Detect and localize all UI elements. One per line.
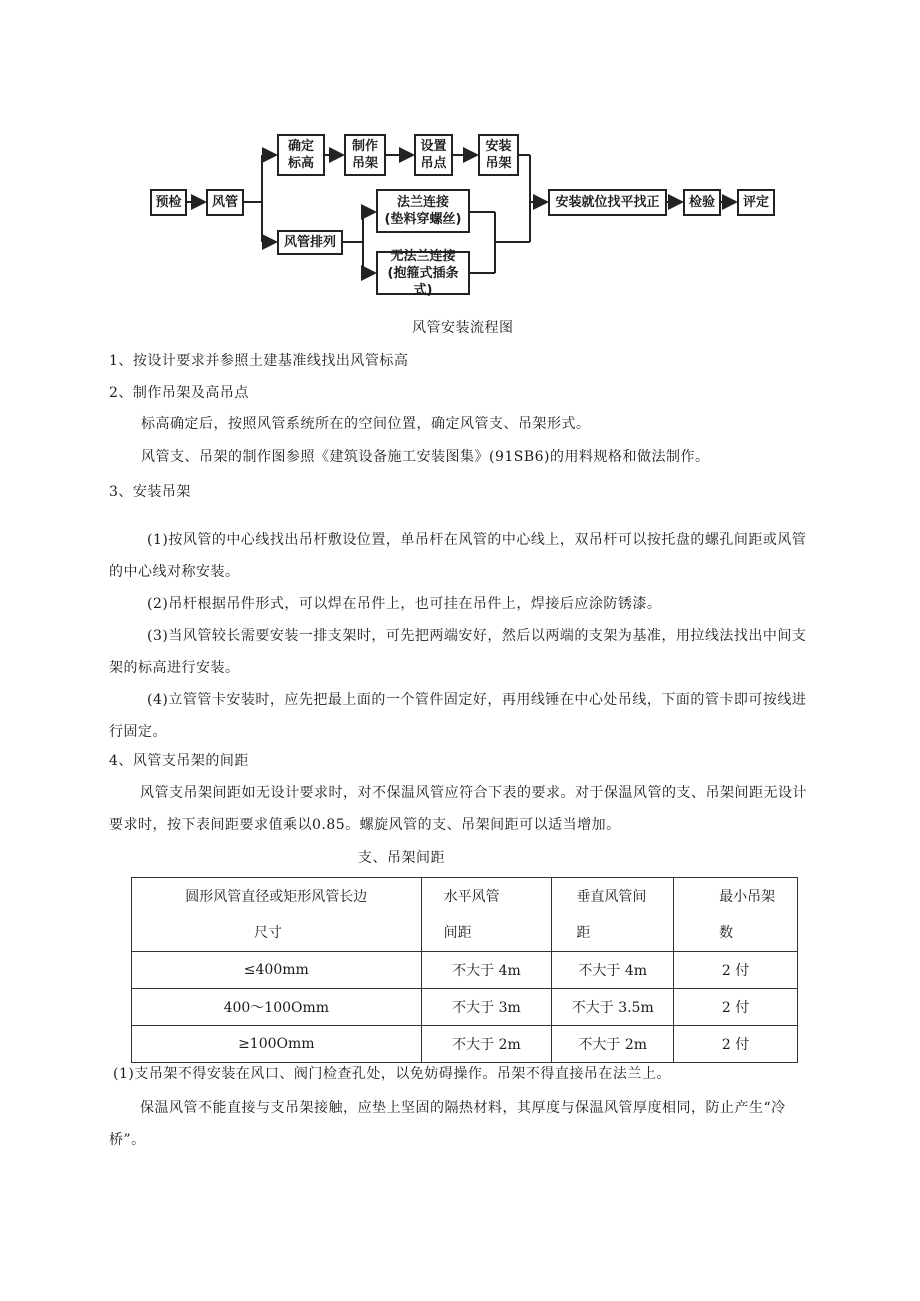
table-cell: 不大于 3.5m (552, 989, 674, 1026)
section-1-heading: 1、按设计要求并参照土建基准线找出风管标高 (109, 353, 409, 369)
section-2-heading: 2、制作吊架及高吊点 (109, 385, 249, 401)
section-2-paragraph-2: 风管支、吊架的制作图参照《建筑设备施工安装图集》(91SB6)的用料规格和做法制作。 (141, 449, 710, 465)
header-line: 距 (576, 924, 591, 941)
table-cell: 2 付 (674, 952, 798, 989)
header-line: 最小吊架 (719, 888, 776, 905)
flow-node-label-line: 确定 (287, 139, 314, 154)
flow-node-label-line: 法兰连接 (396, 195, 449, 210)
flow-node-label-line: 吊架 (485, 156, 512, 171)
flow-node-evaluate-label: 评定 (742, 195, 769, 210)
table-cell: 不大于 2m (552, 1026, 674, 1063)
table-header-cell (552, 878, 674, 952)
flow-node-confirm-elevation (277, 134, 325, 176)
flow-node-evaluate (737, 189, 775, 216)
section-3-item-3: (3)当风管较长需要安装一排支架时，可先把两端安好，然后以两端的支架为基准，用拉线法找出中间支架的标高进行安装。 (109, 628, 807, 676)
section-2-paragraph-1: 标高确定后，按照风管系统所在的空间位置，确定风管支、吊架形式。 (141, 416, 591, 432)
note-2: 保温风管不能直接与支吊架接触，应垫上坚固的隔热材料，其厚度与保温风管厚度相同，防止产生“冷桥”。 (109, 1100, 786, 1148)
table-header-cell (421, 878, 552, 952)
header-line: 数 (719, 924, 734, 941)
table-header-cell (674, 878, 798, 952)
table-cell: ≤400mm (132, 952, 422, 989)
flow-node-precheck-label: 预检 (155, 195, 182, 210)
section-3-item-1: (1)按风管的中心线找出吊杆敷设位置，单吊杆在风管的中心线上，双吊杆可以按托盘的螺孔间距或风管的中心线对称安装。 (109, 532, 807, 580)
flow-node-flange-connection (376, 189, 470, 233)
header-line: 水平风管 (443, 888, 500, 905)
flow-node-label-line: 吊点 (420, 156, 447, 171)
flow-node-label-line: 制作 (351, 139, 378, 154)
flow-node-flangeless-connection (376, 248, 470, 298)
table-cell: 不大于 2m (421, 1026, 552, 1063)
section-3-heading: 3、安装吊架 (109, 484, 191, 500)
flow-node-label-line: 安装 (485, 139, 512, 154)
flow-node-install-hanger (478, 134, 519, 176)
flow-node-label-line: 无法兰连接 (390, 248, 456, 264)
flow-node-install-level-label: 安装就位找平找正 (555, 195, 660, 210)
flow-node-label-line: (垫料穿螺丝) (384, 212, 462, 227)
header-line: 垂直风管间 (576, 888, 647, 905)
table-cell: 2 付 (674, 989, 798, 1026)
flow-node-label-line: 吊架 (351, 156, 378, 171)
flow-node-set-hanging-point (414, 134, 453, 176)
installation-flowchart (0, 0, 920, 310)
flow-node-duct (206, 189, 244, 216)
table-cell: ≥100Omm (132, 1026, 422, 1063)
table-cell: 不大于 3m (421, 989, 552, 1026)
table-row (132, 989, 798, 1026)
table-cell: 400～100Omm (132, 989, 422, 1026)
flow-node-duct-arrangement (277, 230, 343, 255)
table-row (132, 952, 798, 989)
flow-node-duct-label: 风管 (211, 195, 238, 210)
flow-node-duct-arrangement-label: 风管排列 (283, 235, 336, 250)
table-cell: 2 付 (674, 1026, 798, 1063)
note-1: (1)支吊架不得安装在风口、阀门检查孔处，以免妨碍操作。吊架不得直接吊在法兰上。 (113, 1066, 671, 1082)
section-3-item-2: (2)吊杆根据吊件形式，可以焊在吊件上，也可挂在吊件上，焊接后应涂防锈漆。 (147, 596, 662, 612)
flow-node-label-line: 设置 (420, 139, 447, 154)
flow-node-inspect (683, 189, 721, 216)
hanger-spacing-table (131, 877, 798, 1063)
flow-node-label-line: (抱箍式插条式) (387, 265, 459, 298)
header-line: 间距 (443, 924, 472, 941)
table-header-row (132, 878, 798, 952)
section-4-heading: 4、风管支吊架的间距 (109, 753, 249, 769)
header-line: 圆形风管直径或矩形风管长边 (185, 888, 368, 905)
flow-node-install-level-align (548, 189, 667, 216)
table-header-cell (132, 878, 422, 952)
flowchart-caption: 风管安装流程图 (412, 320, 514, 336)
flow-node-make-hanger (344, 134, 386, 176)
section-3-item-4: (4)立管管卡安装时，应先把最上面的一个管件固定好，再用线锤在中心处吊线，下面的管卡即可按线进行固定。 (109, 692, 807, 740)
table-cell: 不大于 4m (552, 952, 674, 989)
header-line: 尺寸 (254, 924, 282, 941)
flow-node-precheck (150, 189, 187, 216)
flow-node-label-line: 标高 (287, 156, 314, 171)
flow-node-inspect-label: 检验 (688, 195, 715, 210)
table-row (132, 1026, 798, 1063)
section-4-paragraph: 风管支吊架间距如无设计要求时，对不保温风管应符合下表的要求。对于保温风管的支、吊架间距无设计要求时，按下表间距要求值乘以0.85。螺旋风管的支、吊架间距可以适当增加。 (109, 785, 807, 833)
table-cell: 不大于 4m (421, 952, 552, 989)
table-caption: 支、吊架间距 (358, 850, 445, 866)
